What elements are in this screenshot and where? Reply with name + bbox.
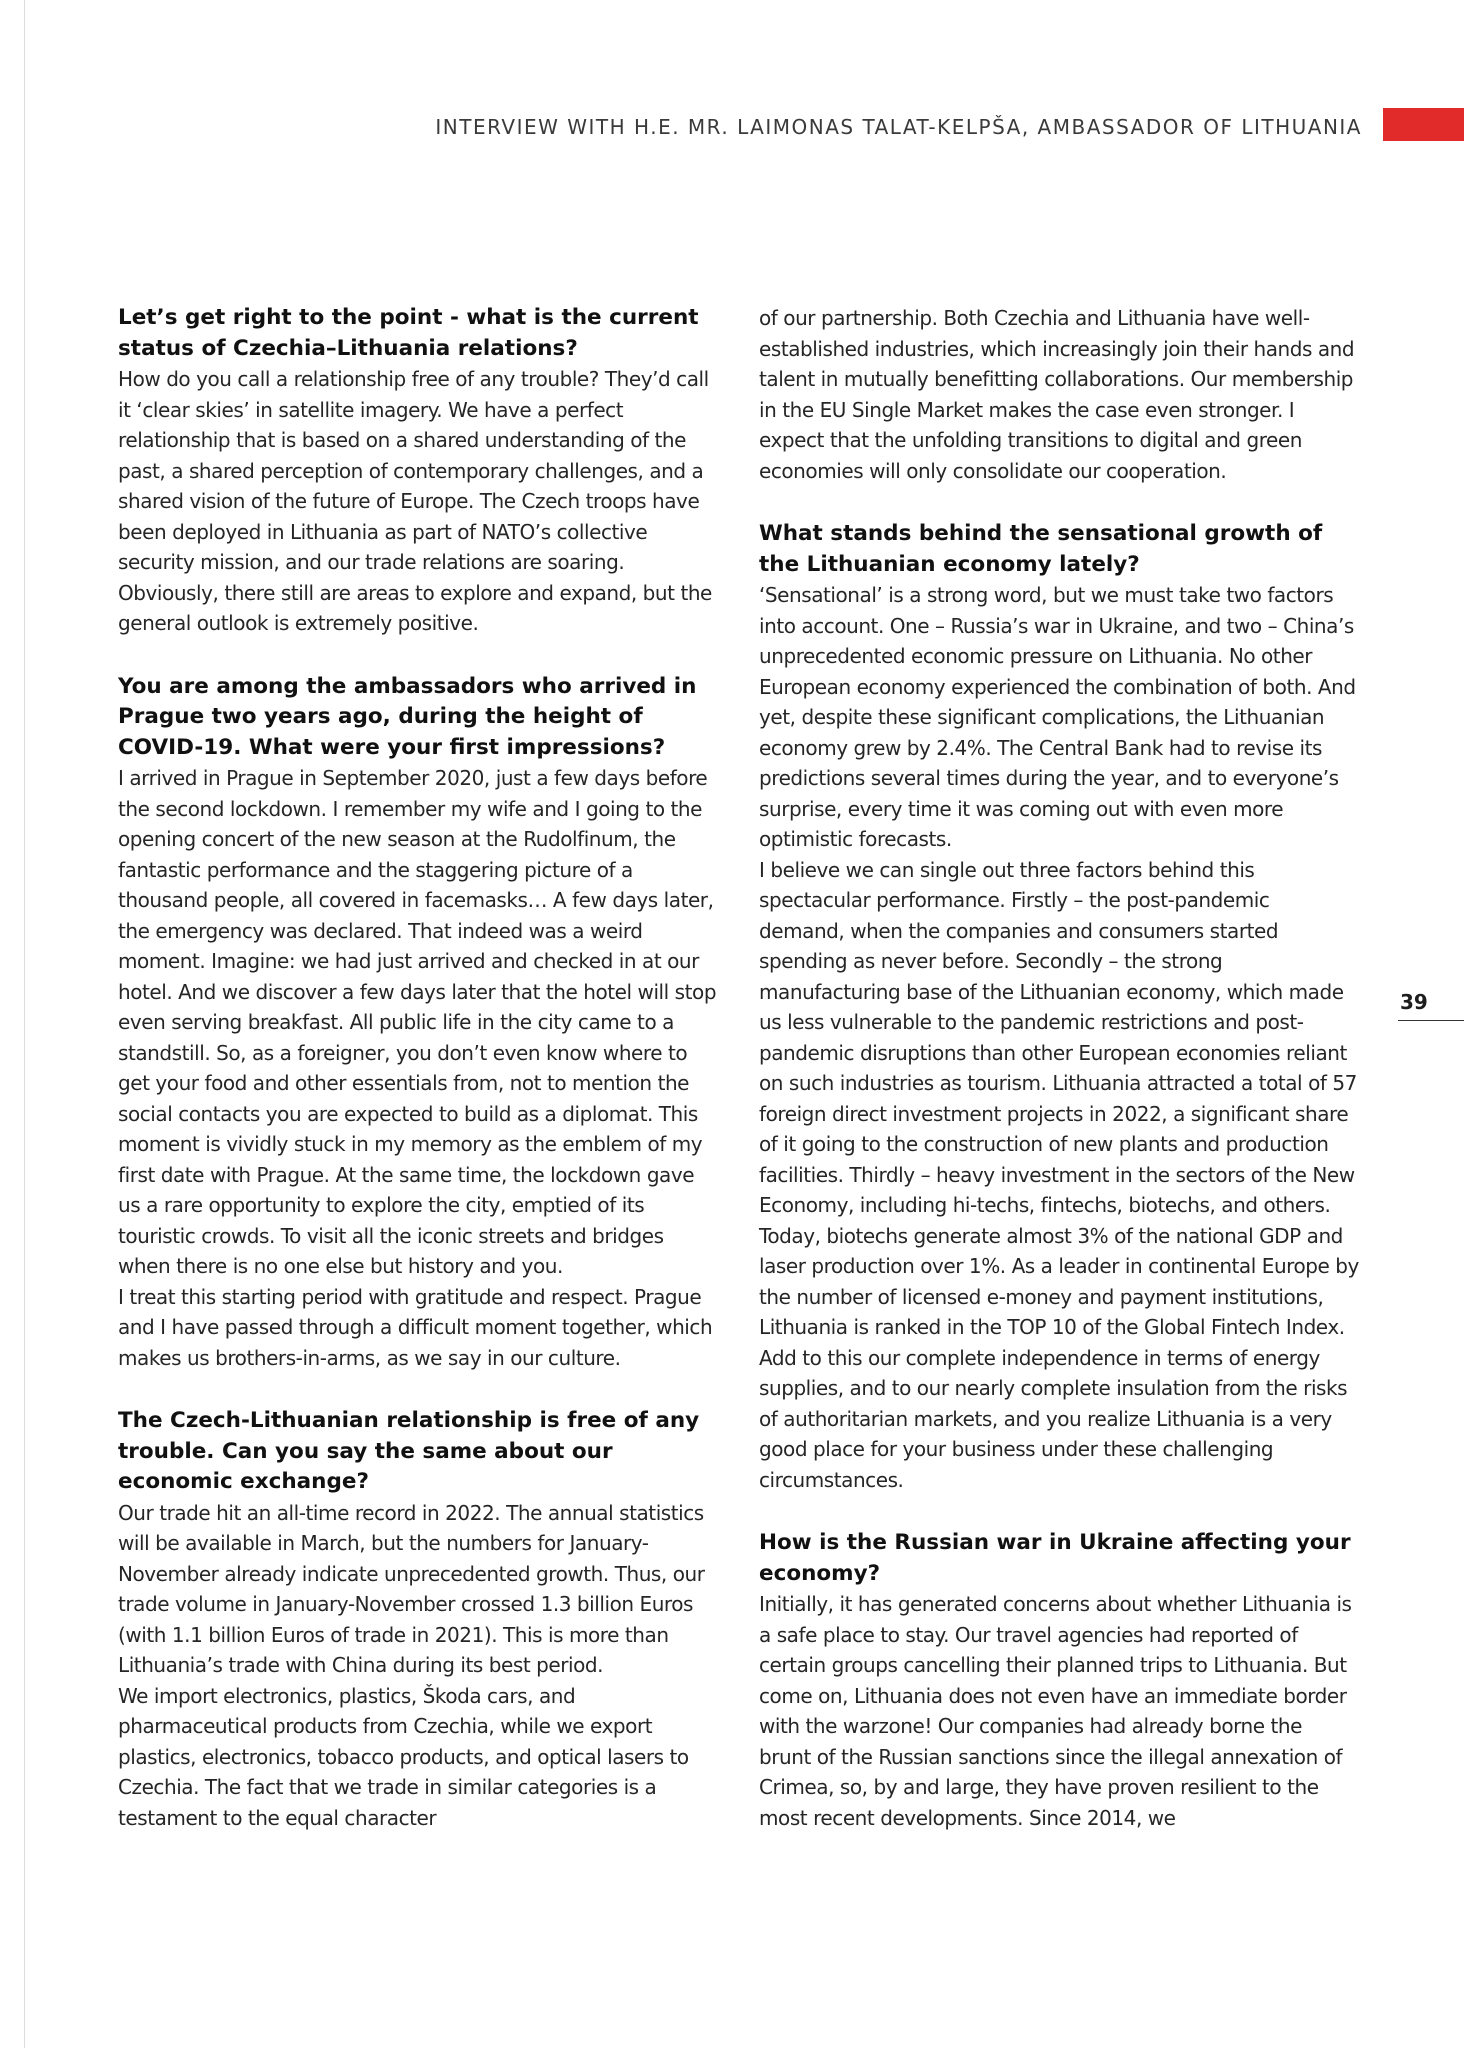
page-edge-line — [24, 0, 25, 2048]
qa-block-economic-exchange — [118, 1406, 718, 1833]
answer-paragraph: ‘Sensational’ is a strong word, but we must take two factors into account. One – Russia’s war in Ukraine, and two – China’s unprecedented economic pressure on Lithuania. No other European economy experienced the combination of both. And yet, despite these significant complications, the Lithuanian economy grew by 2.4%. The Central Bank had to revise its predictions several times during the year, and to everyone’s surprise, every time it was coming out with even more optimistic forecasts. — [759, 583, 1356, 851]
answer-paragraph: Our trade hit an all-time record in 2022. The annual statistics will be available in March, but the numbers for January-November already indicate unprecedented growth. Thus, our trade volume in January-November crossed 1.3 billion Euros (with 1.1 billion Euros of trade in 2021). This is more than Lithuania’s trade with China during its best period. — [118, 1500, 705, 1677]
question-heading: What stands behind the sensational growth of the Lithuanian economy lately? — [759, 521, 1323, 577]
running-header: INTERVIEW WITH H.E. MR. LAIMONAS TALAT-KELPŠA, AMBASSADOR OF LITHUANIA — [435, 115, 1362, 139]
answer-paragraph: I believe we can single out three factors behind this spectacular performance. Firstly – the post-pandemic demand, when the companies and consumers started spending as never before. Secondly – the strong manufacturing base of the Lithuanian economy, which made us less vulnerable to the pandemic restrictions and post-pandemic disruptions than other European economies reliant on such industries as tourism. Lithuania attracted a total of 57 foreign direct investment projects in 2022, a significant share of it going to the construction of new plants and production facilities. Thirdly – heavy investment in the sectors of the New Economy, including hi-techs, fintechs, biotechs, and others. Today, biotechs generate almost 3% of the national GDP and laser production over 1%. As a leader in continental Europe by the number of licensed e-money and payment institutions, Lithuania is ranked in the TOP 10 of the Global Fintech Index. Add to this our complete independence in terms of energy supplies, and to our nearly complete insulation from the risks of authoritarian markets, and you realize Lithuania is a very good place for your business under these challenging circumstances. — [759, 857, 1359, 1492]
answer-paragraph: I treat this starting period with gratitude and respect. Prague and I have passed through a difficult moment together, which makes us brothers-in-arms, as we say in our culture. — [118, 1284, 713, 1370]
page-number: 39 — [1400, 990, 1428, 1014]
page-number-rule — [1398, 1020, 1464, 1021]
left-column — [118, 303, 718, 1866]
qa-block-war-in-ukraine — [759, 1528, 1359, 1833]
qa-block-first-impressions — [118, 672, 718, 1374]
answer-paragraph: How do you call a relationship free of any trouble? They’d call it ‘clear skies’ in satellite imagery. We have a perfect relationship that is based on a shared understanding of the past, a shared perception of contemporary challenges, and a shared vision of the future of Europe. The Czech troops have been deployed in Lithuania as part of NATO’s collective security mission, and our trade relations are soaring. Obviously, there still are areas to explore and expand, but the general outlook is extremely positive. — [118, 367, 712, 635]
question-heading: The Czech-Lithuanian relationship is free of any trouble. Can you say the same about our economic exchange? — [118, 1408, 700, 1494]
qa-block-economic-growth — [759, 519, 1359, 1495]
right-column — [759, 303, 1359, 1866]
header-accent-bar — [1383, 108, 1464, 141]
answer-paragraph: of our partnership. Both Czechia and Lithuania have well-established industries, which increasingly join their hands and talent in mutually benefitting collaborations. Our membership in the EU Single Market makes the case even stronger. I expect that the unfolding transitions to digital and green economies will only consolidate our cooperation. — [759, 306, 1355, 483]
qa-block-continuation — [759, 303, 1359, 486]
question-heading: How is the Russian war in Ukraine affecting your economy? — [759, 1530, 1351, 1586]
answer-paragraph: Initially, it has generated concerns about whether Lithuania is a safe place to stay. Our travel agencies had reported of certain groups cancelling their planned trips to Lithuania. But come on, Lithuania does not even have an immediate border with the warzone! Our companies had already borne the brunt of the Russian sanctions since the illegal annexation of Crimea, so, by and large, they have proven resilient to the most recent developments. Since 2014, we — [759, 1592, 1352, 1830]
question-heading: You are among the ambassadors who arrived in Prague two years ago, during the height of COVID-19. What were your first impressions? — [118, 673, 697, 760]
qa-block-status-of-relations — [118, 303, 718, 639]
answer-paragraph: I arrived in Prague in September 2020, just a few days before the second lockdown. I remember my wife and I going to the opening concert of the new season at the Rudolfinum, the fantastic performance and the staggering picture of a thousand people, all covered in facemasks… A few days later, the emergency was declared. That indeed was a weird moment. Imagine: we had just arrived and checked in at our hotel. And we discover a few days later that the hotel will stop even serving breakfast. All public life in the city came to a standstill. So, as a foreigner, you don’t even know where to get your food and other essentials from, not to mention the social contacts you are expected to build as a diplomat. This moment is vividly stuck in my memory as the emblem of my first date with Prague. At the same time, the lockdown gave us a rare opportunity to explore the city, emptied of its touristic crowds. To visit all the iconic streets and bridges when there is no one else but history and you. — [118, 766, 717, 1278]
answer-paragraph: We import electronics, plastics, Škoda cars, and pharmaceutical products from Czechia, while we export plastics, electronics, tobacco products, and optical lasers to Czechia. The fact that we trade in similar categories is a testament to the equal character — [118, 1683, 689, 1830]
question-heading: Let’s get right to the point - what is the current status of Czechia–Lithuania relations? — [118, 305, 699, 361]
